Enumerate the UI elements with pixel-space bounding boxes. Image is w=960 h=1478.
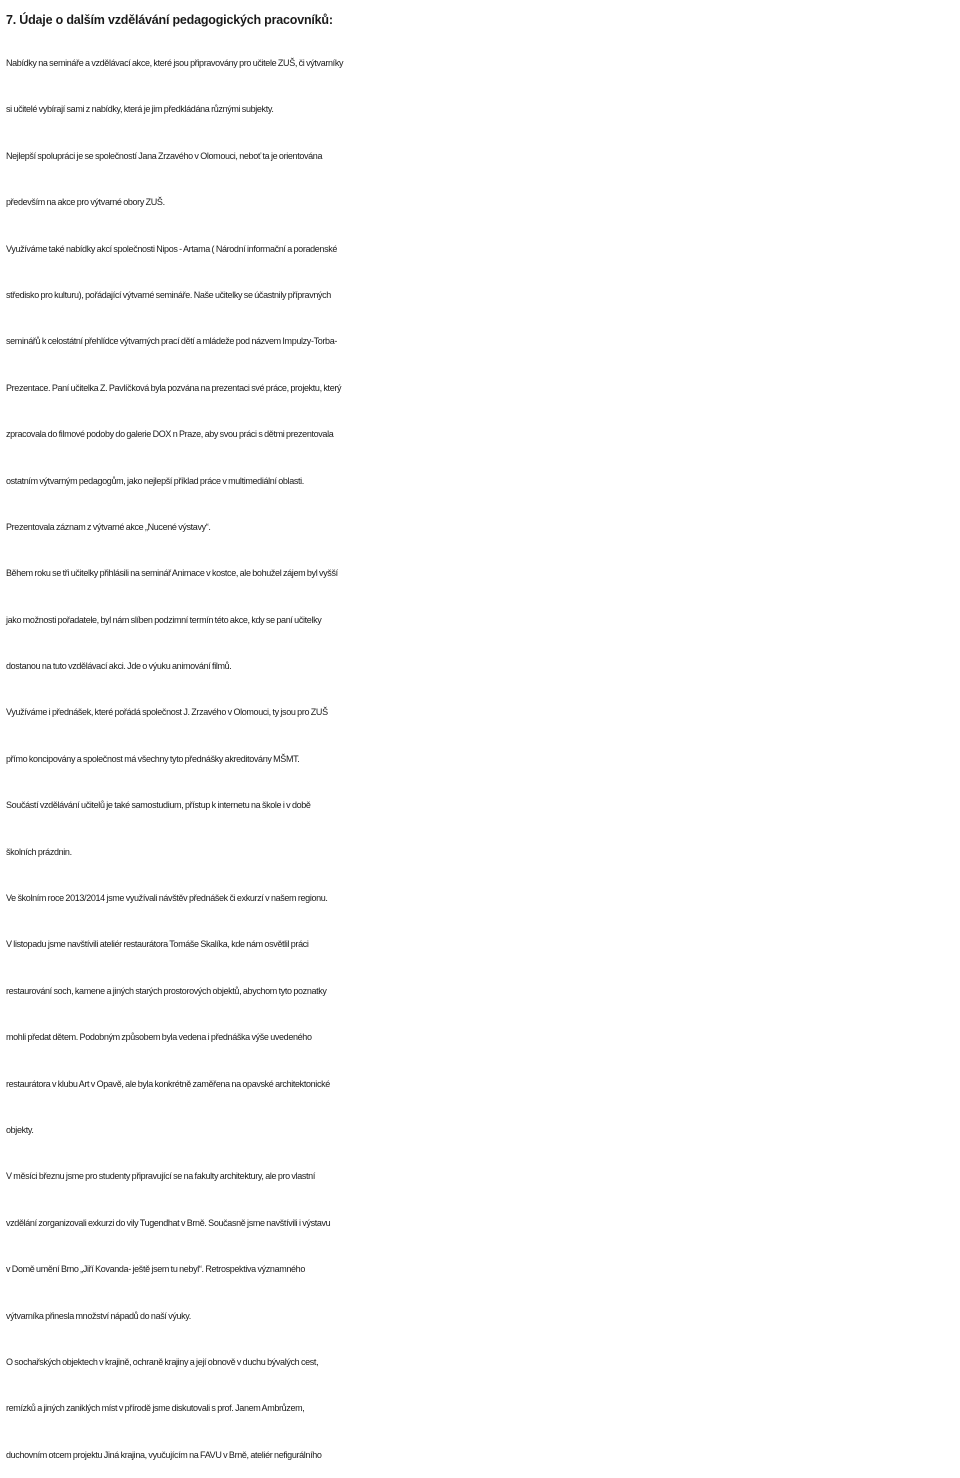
text-line: seminářů k celostátní přehlídce výtvarných prací dětí a mládeže pod názvem Impulzy-Torba-: [6, 336, 338, 347]
text-line: výtvarníka přinesla množství nápadů do naší výuky.: [6, 1310, 191, 1321]
text-line: dostanou na tuto vzdělávací akci. Jde o výuku animování filmů.: [6, 661, 232, 672]
text-line: školních prázdnin.: [6, 846, 72, 857]
text-line: Nejlepší spolupráci je se společností Jana Zrzavého v Olomouci, neboť ta je orientována: [6, 150, 323, 161]
text-line: restaurátora v klubu Art v Opavě, ale byla konkrétně zaměřena na opavské architektonické: [6, 1078, 330, 1089]
text-line: remízků a jiných zaniklých míst v přírodě jsme diskutovali s prof. Janem Ambrůzem,: [6, 1403, 305, 1414]
text-line: přímo koncipovány a společnost má všechny tyto přednášky akreditovány MŠMT.: [6, 753, 300, 764]
text-line: V listopadu jsme navštívili ateliér restaurátora Tomáše Skalíka, kde nám osvětlil práci: [6, 939, 309, 950]
document-page: [6, 0, 956, 1478]
text-line: ostatním výtvarným pedagogům, jako nejlepší příklad práce v multimediální oblasti.: [6, 475, 304, 486]
text-line: mohli předat dětem. Podobným způsobem byla vedena i přednáška výše uvedeného: [6, 1032, 312, 1043]
text-line: zpracovala do filmové podoby do galerie DOX n Praze, aby svou práci s dětmi prezentovala: [6, 429, 334, 440]
text-line: duchovním otcem projektu Jiná krajina, vyučujícím na FAVU v Brně, ateliér nefigurálního: [6, 1449, 322, 1460]
text-line: Prezentace. Paní učitelka Z. Pavlíčková byla pozvána na prezentaci své práce, projektu, který: [6, 382, 342, 393]
text-line: jako možnosti pořadatele, byl nám slíben podzimní termín této akce, kdy se paní učitelky: [6, 614, 322, 625]
text-line: středisko pro kulturu), pořádající výtvarné semináře. Naše učitelky se účastnily přípravných: [6, 289, 331, 300]
text-line: V měsíci březnu jsme pro studenty připravující se na fakulty architektury, ale pro vlastní: [6, 1171, 315, 1182]
section-heading: 7. Údaje o dalším vzdělávání pedagogických pracovníků:: [6, 13, 333, 27]
text-line: objekty.: [6, 1124, 34, 1135]
text-line: Ve školním roce 2013/2014 jsme využívali návštěv přednášek či exkurzí v našem regionu.: [6, 893, 328, 904]
text-line: Využíváme také nabídky akcí společnosti Nipos - Artama ( Národní informační a poradenské: [6, 243, 338, 254]
text-line: Využíváme i přednášek, které pořádá společnost J. Zrzavého v Olomouci, ty jsou pro ZUŠ: [6, 707, 328, 718]
text-line: v Domě umění Brno „Jiří Kovanda- ještě jsem tu nebyl“. Retrospektiva významného: [6, 1264, 305, 1275]
body-text: [6, 40, 956, 1478]
text-line: vzdělání zorganizovali exkurzi do vily Tugendhat v Brně. Současně jsme navštívili i výstavu: [6, 1217, 331, 1228]
text-line: O sochařských objektech v krajině, ochraně krajiny a její obnově v duchu bývalých cest,: [6, 1356, 319, 1367]
text-line: Součástí vzdělávání učitelů je také samostudium, přístup k internetu na škole i v době: [6, 800, 311, 811]
text-line: Prezentovala záznam z výtvarné akce „Nucené výstavy“.: [6, 521, 211, 532]
text-line: si učitelé vybírají sami z nabídky, která je jim předkládána různými subjekty.: [6, 104, 274, 115]
text-line: především na akce pro výtvarné obory ZUŠ.: [6, 197, 165, 208]
text-line: Během roku se tři učitelky přihlásili na seminář Animace v kostce, ale bohužel zájem byl vyšší: [6, 568, 338, 579]
text-line: restaurování soch, kamene a jiných starých prostorových objektů, abychom tyto poznatky: [6, 985, 327, 996]
text-line: Nabídky na semináře a vzdělávací akce, které jsou připravovány pro učitele ZUŠ, či výtvarníky: [6, 58, 344, 68]
